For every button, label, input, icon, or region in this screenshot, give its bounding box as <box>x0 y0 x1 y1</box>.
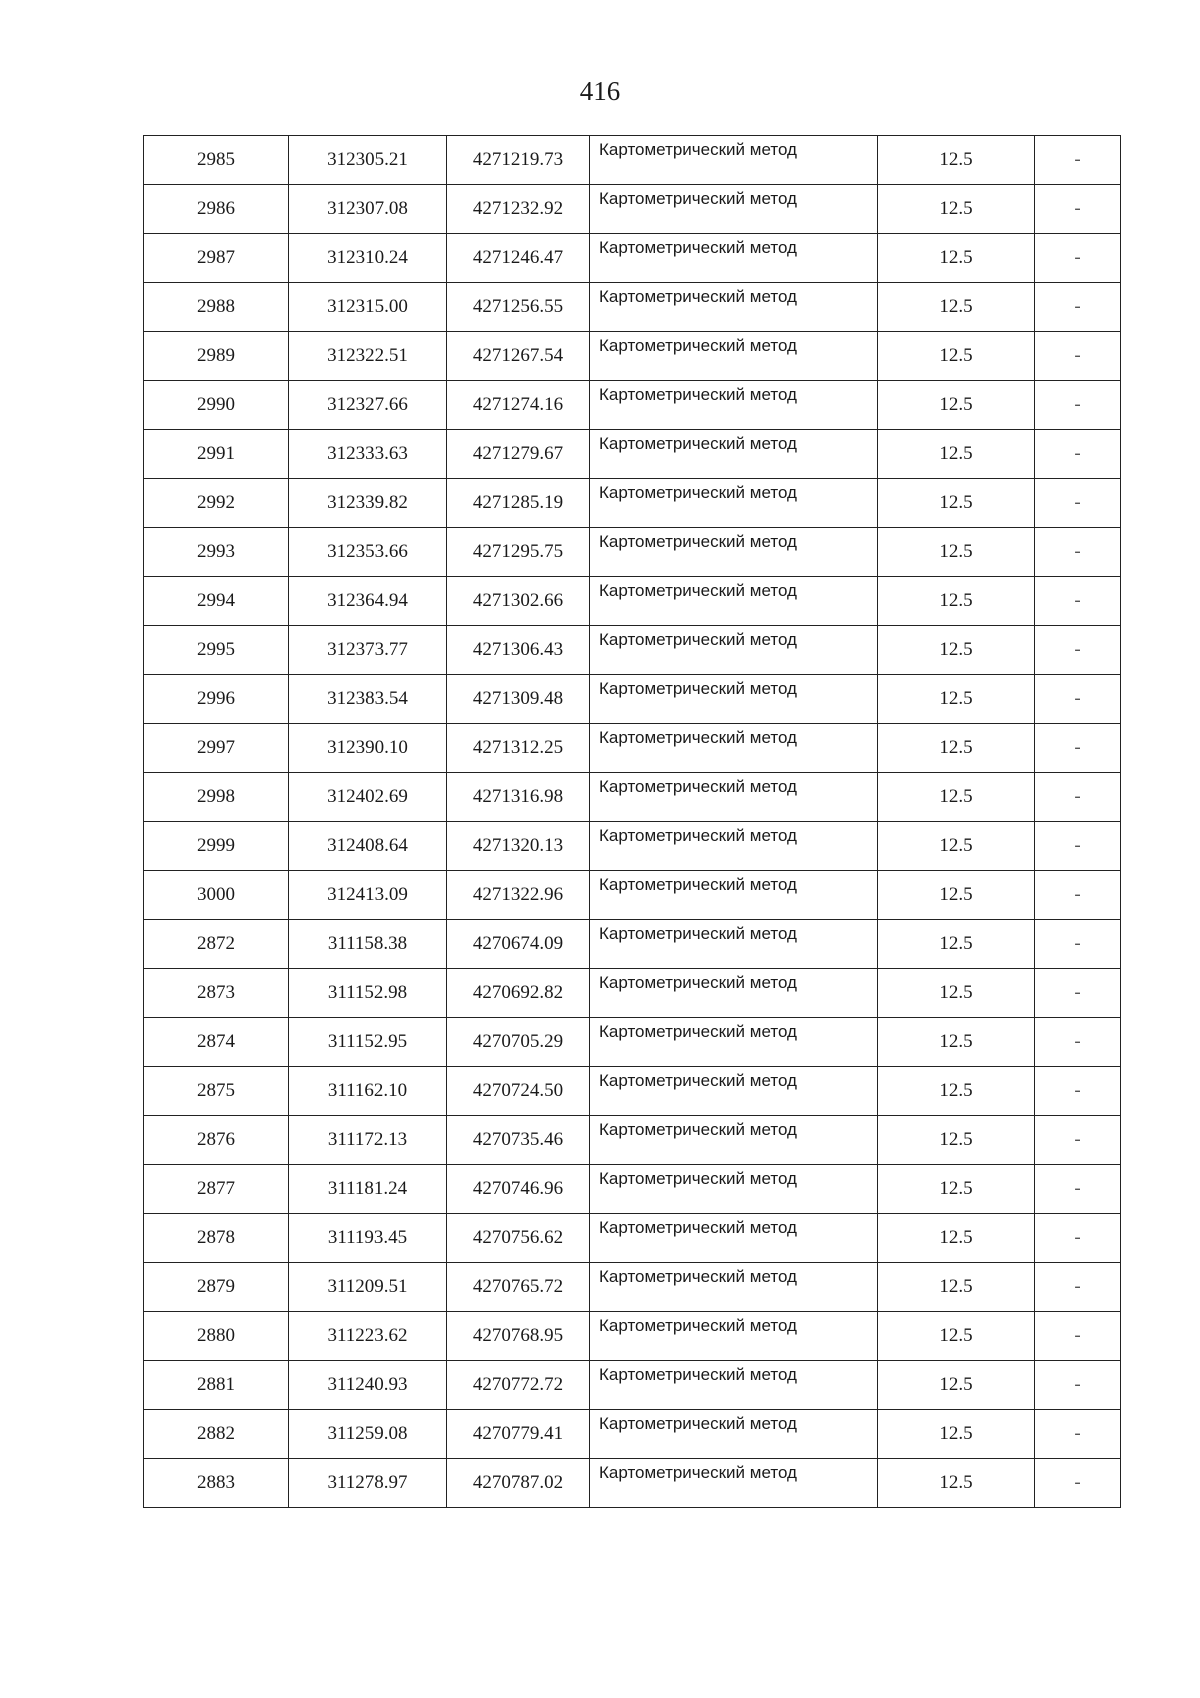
method-cell: Картометрический метод <box>590 822 878 871</box>
accuracy-cell: 12.5 <box>878 234 1035 283</box>
note-cell: - <box>1035 920 1121 969</box>
point-number-cell: 2872 <box>144 920 289 969</box>
x-coordinate-cell: 312413.09 <box>289 871 447 920</box>
table-row <box>144 1459 1121 1508</box>
y-coordinate-cell: 4271246.47 <box>447 234 590 283</box>
note-cell: - <box>1035 283 1121 332</box>
point-number-cell: 2876 <box>144 1116 289 1165</box>
y-coordinate-cell: 4270705.29 <box>447 1018 590 1067</box>
y-coordinate-cell: 4270779.41 <box>447 1410 590 1459</box>
note-cell: - <box>1035 381 1121 430</box>
x-coordinate-cell: 311278.97 <box>289 1459 447 1508</box>
accuracy-cell: 12.5 <box>878 283 1035 332</box>
note-cell: - <box>1035 675 1121 724</box>
accuracy-cell: 12.5 <box>878 871 1035 920</box>
table-row <box>144 283 1121 332</box>
note-cell: - <box>1035 1410 1121 1459</box>
table-row <box>144 773 1121 822</box>
point-number-cell: 2877 <box>144 1165 289 1214</box>
x-coordinate-cell: 312383.54 <box>289 675 447 724</box>
method-cell: Картометрический метод <box>590 332 878 381</box>
y-coordinate-cell: 4271316.98 <box>447 773 590 822</box>
note-cell: - <box>1035 479 1121 528</box>
method-cell: Картометрический метод <box>590 969 878 1018</box>
table-row <box>144 871 1121 920</box>
x-coordinate-cell: 312322.51 <box>289 332 447 381</box>
method-cell: Картометрический метод <box>590 381 878 430</box>
note-cell: - <box>1035 969 1121 1018</box>
accuracy-cell: 12.5 <box>878 675 1035 724</box>
x-coordinate-cell: 312310.24 <box>289 234 447 283</box>
table-body <box>144 136 1121 1508</box>
x-coordinate-cell: 312327.66 <box>289 381 447 430</box>
x-coordinate-cell: 311172.13 <box>289 1116 447 1165</box>
note-cell: - <box>1035 332 1121 381</box>
note-cell: - <box>1035 185 1121 234</box>
method-cell: Картометрический метод <box>590 479 878 528</box>
y-coordinate-cell: 4270768.95 <box>447 1312 590 1361</box>
y-coordinate-cell: 4271232.92 <box>447 185 590 234</box>
point-number-cell: 2985 <box>144 136 289 185</box>
note-cell: - <box>1035 1067 1121 1116</box>
point-number-cell: 2881 <box>144 1361 289 1410</box>
method-cell: Картометрический метод <box>590 1165 878 1214</box>
method-cell: Картометрический метод <box>590 1018 878 1067</box>
y-coordinate-cell: 4270756.62 <box>447 1214 590 1263</box>
x-coordinate-cell: 312364.94 <box>289 577 447 626</box>
method-cell: Картометрический метод <box>590 675 878 724</box>
method-cell: Картометрический метод <box>590 234 878 283</box>
y-coordinate-cell: 4271274.16 <box>447 381 590 430</box>
accuracy-cell: 12.5 <box>878 724 1035 773</box>
method-cell: Картометрический метод <box>590 773 878 822</box>
accuracy-cell: 12.5 <box>878 1067 1035 1116</box>
point-number-cell: 2999 <box>144 822 289 871</box>
x-coordinate-cell: 312390.10 <box>289 724 447 773</box>
point-number-cell: 2996 <box>144 675 289 724</box>
x-coordinate-cell: 312402.69 <box>289 773 447 822</box>
y-coordinate-cell: 4271267.54 <box>447 332 590 381</box>
point-number-cell: 2995 <box>144 626 289 675</box>
point-number-cell: 2989 <box>144 332 289 381</box>
point-number-cell: 2873 <box>144 969 289 1018</box>
table-row <box>144 1214 1121 1263</box>
x-coordinate-cell: 311240.93 <box>289 1361 447 1410</box>
table-row <box>144 1263 1121 1312</box>
x-coordinate-cell: 311158.38 <box>289 920 447 969</box>
y-coordinate-cell: 4270746.96 <box>447 1165 590 1214</box>
page-number: 416 <box>579 76 621 106</box>
table-row <box>144 626 1121 675</box>
y-coordinate-cell: 4271322.96 <box>447 871 590 920</box>
table-row <box>144 332 1121 381</box>
x-coordinate-cell: 312333.63 <box>289 430 447 479</box>
table-row <box>144 822 1121 871</box>
accuracy-cell: 12.5 <box>878 528 1035 577</box>
y-coordinate-cell: 4271256.55 <box>447 283 590 332</box>
y-coordinate-cell: 4271312.25 <box>447 724 590 773</box>
point-number-cell: 2993 <box>144 528 289 577</box>
table-row <box>144 1312 1121 1361</box>
note-cell: - <box>1035 1361 1121 1410</box>
table-row <box>144 1361 1121 1410</box>
x-coordinate-cell: 311223.62 <box>289 1312 447 1361</box>
point-number-cell: 2883 <box>144 1459 289 1508</box>
table-row <box>144 675 1121 724</box>
note-cell: - <box>1035 871 1121 920</box>
x-coordinate-cell: 312408.64 <box>289 822 447 871</box>
note-cell: - <box>1035 724 1121 773</box>
method-cell: Картометрический метод <box>590 626 878 675</box>
method-cell: Картометрический метод <box>590 1067 878 1116</box>
note-cell: - <box>1035 626 1121 675</box>
point-number-cell: 2994 <box>144 577 289 626</box>
x-coordinate-cell: 312353.66 <box>289 528 447 577</box>
method-cell: Картометрический метод <box>590 871 878 920</box>
note-cell: - <box>1035 528 1121 577</box>
table-row <box>144 1018 1121 1067</box>
x-coordinate-cell: 312339.82 <box>289 479 447 528</box>
accuracy-cell: 12.5 <box>878 381 1035 430</box>
x-coordinate-cell: 311181.24 <box>289 1165 447 1214</box>
y-coordinate-cell: 4271306.43 <box>447 626 590 675</box>
note-cell: - <box>1035 1165 1121 1214</box>
point-number-cell: 2878 <box>144 1214 289 1263</box>
x-coordinate-cell: 311152.95 <box>289 1018 447 1067</box>
accuracy-cell: 12.5 <box>878 430 1035 479</box>
accuracy-cell: 12.5 <box>878 1459 1035 1508</box>
y-coordinate-cell: 4270787.02 <box>447 1459 590 1508</box>
table-row <box>144 528 1121 577</box>
table-row <box>144 185 1121 234</box>
accuracy-cell: 12.5 <box>878 969 1035 1018</box>
note-cell: - <box>1035 1018 1121 1067</box>
accuracy-cell: 12.5 <box>878 577 1035 626</box>
accuracy-cell: 12.5 <box>878 332 1035 381</box>
x-coordinate-cell: 312305.21 <box>289 136 447 185</box>
method-cell: Картометрический метод <box>590 283 878 332</box>
note-cell: - <box>1035 1214 1121 1263</box>
accuracy-cell: 12.5 <box>878 1018 1035 1067</box>
note-cell: - <box>1035 1263 1121 1312</box>
method-cell: Картометрический метод <box>590 1361 878 1410</box>
coordinates-table <box>143 135 1121 1508</box>
point-number-cell: 2874 <box>144 1018 289 1067</box>
y-coordinate-cell: 4270674.09 <box>447 920 590 969</box>
x-coordinate-cell: 312315.00 <box>289 283 447 332</box>
accuracy-cell: 12.5 <box>878 626 1035 675</box>
point-number-cell: 2880 <box>144 1312 289 1361</box>
table-row <box>144 969 1121 1018</box>
point-number-cell: 2997 <box>144 724 289 773</box>
accuracy-cell: 12.5 <box>878 1361 1035 1410</box>
accuracy-cell: 12.5 <box>878 1263 1035 1312</box>
x-coordinate-cell: 311152.98 <box>289 969 447 1018</box>
point-number-cell: 2998 <box>144 773 289 822</box>
y-coordinate-cell: 4271320.13 <box>447 822 590 871</box>
y-coordinate-cell: 4270692.82 <box>447 969 590 1018</box>
point-number-cell: 2990 <box>144 381 289 430</box>
method-cell: Картометрический метод <box>590 528 878 577</box>
method-cell: Картометрический метод <box>590 185 878 234</box>
method-cell: Картометрический метод <box>590 920 878 969</box>
table-row <box>144 479 1121 528</box>
point-number-cell: 2992 <box>144 479 289 528</box>
method-cell: Картометрический метод <box>590 136 878 185</box>
accuracy-cell: 12.5 <box>878 1410 1035 1459</box>
point-number-cell: 2988 <box>144 283 289 332</box>
note-cell: - <box>1035 1312 1121 1361</box>
point-number-cell: 2987 <box>144 234 289 283</box>
accuracy-cell: 12.5 <box>878 479 1035 528</box>
x-coordinate-cell: 311209.51 <box>289 1263 447 1312</box>
table-row <box>144 234 1121 283</box>
accuracy-cell: 12.5 <box>878 136 1035 185</box>
point-number-cell: 3000 <box>144 871 289 920</box>
table-row <box>144 1165 1121 1214</box>
method-cell: Картометрический метод <box>590 1263 878 1312</box>
point-number-cell: 2882 <box>144 1410 289 1459</box>
x-coordinate-cell: 311193.45 <box>289 1214 447 1263</box>
method-cell: Картометрический метод <box>590 1214 878 1263</box>
y-coordinate-cell: 4271302.66 <box>447 577 590 626</box>
table-row <box>144 136 1121 185</box>
note-cell: - <box>1035 1116 1121 1165</box>
accuracy-cell: 12.5 <box>878 822 1035 871</box>
y-coordinate-cell: 4271285.19 <box>447 479 590 528</box>
table-row <box>144 920 1121 969</box>
accuracy-cell: 12.5 <box>878 1214 1035 1263</box>
point-number-cell: 2875 <box>144 1067 289 1116</box>
table-row <box>144 1410 1121 1459</box>
note-cell: - <box>1035 430 1121 479</box>
note-cell: - <box>1035 234 1121 283</box>
y-coordinate-cell: 4271279.67 <box>447 430 590 479</box>
method-cell: Картометрический метод <box>590 430 878 479</box>
y-coordinate-cell: 4270735.46 <box>447 1116 590 1165</box>
accuracy-cell: 12.5 <box>878 1165 1035 1214</box>
y-coordinate-cell: 4270724.50 <box>447 1067 590 1116</box>
table-row <box>144 577 1121 626</box>
accuracy-cell: 12.5 <box>878 185 1035 234</box>
y-coordinate-cell: 4271309.48 <box>447 675 590 724</box>
y-coordinate-cell: 4271295.75 <box>447 528 590 577</box>
note-cell: - <box>1035 822 1121 871</box>
note-cell: - <box>1035 1459 1121 1508</box>
y-coordinate-cell: 4271219.73 <box>447 136 590 185</box>
y-coordinate-cell: 4270772.72 <box>447 1361 590 1410</box>
method-cell: Картометрический метод <box>590 1116 878 1165</box>
method-cell: Картометрический метод <box>590 1410 878 1459</box>
table-row <box>144 430 1121 479</box>
table-row <box>144 1116 1121 1165</box>
table-row <box>144 724 1121 773</box>
method-cell: Картометрический метод <box>590 577 878 626</box>
method-cell: Картометрический метод <box>590 724 878 773</box>
accuracy-cell: 12.5 <box>878 1312 1035 1361</box>
x-coordinate-cell: 311259.08 <box>289 1410 447 1459</box>
y-coordinate-cell: 4270765.72 <box>447 1263 590 1312</box>
x-coordinate-cell: 312373.77 <box>289 626 447 675</box>
table-row <box>144 1067 1121 1116</box>
point-number-cell: 2986 <box>144 185 289 234</box>
note-cell: - <box>1035 773 1121 822</box>
x-coordinate-cell: 311162.10 <box>289 1067 447 1116</box>
x-coordinate-cell: 312307.08 <box>289 185 447 234</box>
accuracy-cell: 12.5 <box>878 1116 1035 1165</box>
accuracy-cell: 12.5 <box>878 773 1035 822</box>
point-number-cell: 2879 <box>144 1263 289 1312</box>
method-cell: Картометрический метод <box>590 1459 878 1508</box>
note-cell: - <box>1035 577 1121 626</box>
point-number-cell: 2991 <box>144 430 289 479</box>
note-cell: - <box>1035 136 1121 185</box>
accuracy-cell: 12.5 <box>878 920 1035 969</box>
method-cell: Картометрический метод <box>590 1312 878 1361</box>
table-row <box>144 381 1121 430</box>
